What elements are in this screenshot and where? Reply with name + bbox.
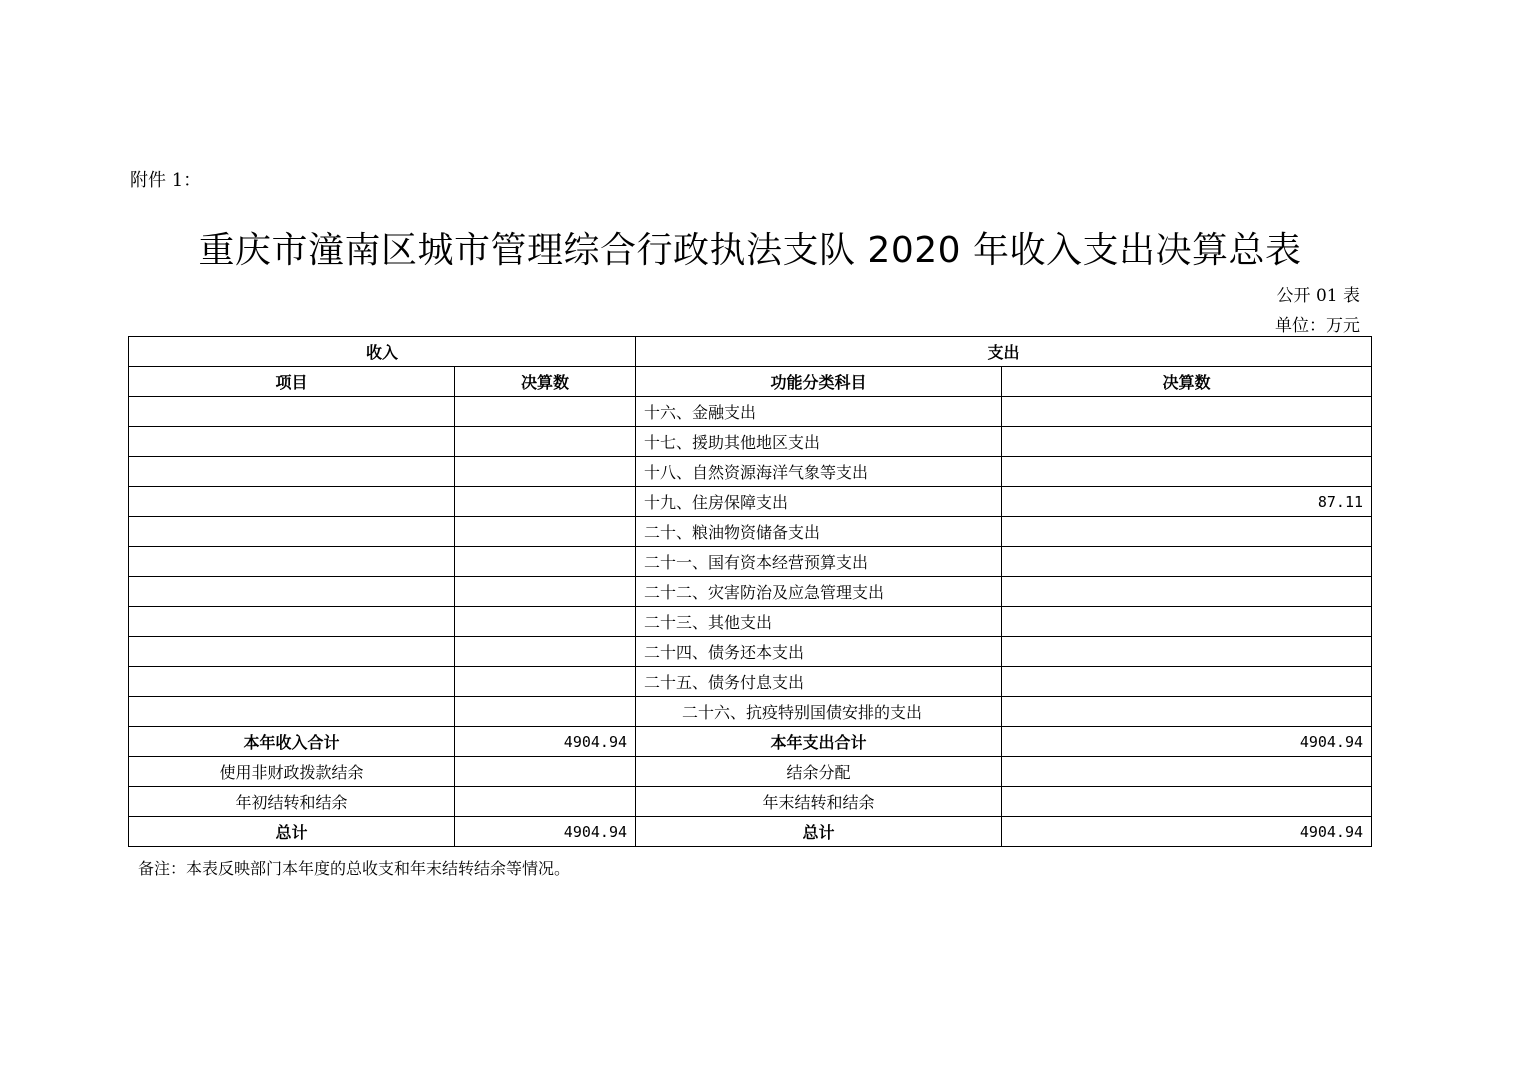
table-group-header bbox=[129, 337, 1372, 367]
table-row bbox=[129, 517, 1372, 547]
category-cell: 十六、金融支出 bbox=[636, 397, 1002, 427]
grand-expense-value: 4904.94 bbox=[1002, 817, 1372, 847]
table-row bbox=[129, 457, 1372, 487]
item-cell bbox=[129, 457, 455, 487]
expense-amount-cell bbox=[1002, 517, 1372, 547]
table-row bbox=[129, 427, 1372, 457]
category-cell: 二十六、抗疫特别国债安排的支出 bbox=[636, 697, 1002, 727]
attachment-label: 附件 1： bbox=[130, 170, 202, 191]
table-column-header bbox=[129, 367, 1372, 397]
nonfiscal-label: 使用非财政拨款结余 bbox=[129, 757, 455, 787]
expense-total-value: 4904.94 bbox=[1002, 727, 1372, 757]
category-cell: 二十一、国有资本经营预算支出 bbox=[636, 547, 1002, 577]
income-amount-cell bbox=[455, 607, 636, 637]
carryover-row bbox=[129, 787, 1372, 817]
item-cell bbox=[129, 547, 455, 577]
nonfiscal-value bbox=[455, 757, 636, 787]
income-amount-cell bbox=[455, 517, 636, 547]
grand-income-label: 总计 bbox=[129, 817, 455, 847]
budget-table bbox=[128, 336, 1372, 847]
category-cell: 二十四、债务还本支出 bbox=[636, 637, 1002, 667]
expense-amount-cell: 87.11 bbox=[1002, 487, 1372, 517]
income-amount-cell bbox=[455, 427, 636, 457]
item-cell bbox=[129, 487, 455, 517]
grand-expense-label: 总计 bbox=[636, 817, 1002, 847]
expense-group-header: 支出 bbox=[636, 337, 1372, 367]
table-row bbox=[129, 637, 1372, 667]
item-cell bbox=[129, 667, 455, 697]
category-cell: 二十三、其他支出 bbox=[636, 607, 1002, 637]
grand-income-value: 4904.94 bbox=[455, 817, 636, 847]
income-amount-cell bbox=[455, 457, 636, 487]
begin-carryover-value bbox=[455, 787, 636, 817]
item-cell bbox=[129, 697, 455, 727]
expense-amount-cell bbox=[1002, 667, 1372, 697]
category-cell: 十七、援助其他地区支出 bbox=[636, 427, 1002, 457]
annual-total-row bbox=[129, 727, 1372, 757]
income-amount-cell bbox=[455, 697, 636, 727]
item-cell bbox=[129, 427, 455, 457]
income-amount-cell bbox=[455, 487, 636, 517]
item-header: 项目 bbox=[129, 367, 455, 397]
expense-amount-cell bbox=[1002, 427, 1372, 457]
end-carryover-label: 年末结转和结余 bbox=[636, 787, 1002, 817]
expense-amount-cell bbox=[1002, 547, 1372, 577]
item-cell bbox=[129, 637, 455, 667]
income-group-header: 收入 bbox=[129, 337, 636, 367]
category-cell: 二十二、灾害防治及应急管理支出 bbox=[636, 577, 1002, 607]
end-carryover-value bbox=[1002, 787, 1372, 817]
expense-amount-cell bbox=[1002, 637, 1372, 667]
income-amount-cell bbox=[455, 637, 636, 667]
category-cell: 二十、粮油物资储备支出 bbox=[636, 517, 1002, 547]
item-cell bbox=[129, 607, 455, 637]
category-header: 功能分类科目 bbox=[636, 367, 1002, 397]
table-row bbox=[129, 487, 1372, 517]
income-amount-cell bbox=[455, 667, 636, 697]
expense-amount-cell bbox=[1002, 697, 1372, 727]
page-title: 重庆市潼南区城市管理综合行政执法支队 2020 年收入支出决算总表 bbox=[198, 230, 1302, 271]
table-row bbox=[129, 667, 1372, 697]
footnote: 备注：本表反映部门本年度的总收支和年末结转结余等情况。 bbox=[138, 859, 571, 878]
expense-amount-header: 决算数 bbox=[1002, 367, 1372, 397]
income-total-label: 本年收入合计 bbox=[129, 727, 455, 757]
expense-total-label: 本年支出合计 bbox=[636, 727, 1002, 757]
grand-total-row bbox=[129, 817, 1372, 847]
income-amount-cell bbox=[455, 547, 636, 577]
income-amount-cell bbox=[455, 397, 636, 427]
unit-label: 单位：万元 bbox=[1275, 316, 1360, 336]
income-amount-header: 决算数 bbox=[455, 367, 636, 397]
table-row bbox=[129, 577, 1372, 607]
expense-amount-cell bbox=[1002, 457, 1372, 487]
category-cell: 十八、自然资源海洋气象等支出 bbox=[636, 457, 1002, 487]
detail-rows bbox=[129, 397, 1372, 727]
distribution-value bbox=[1002, 757, 1372, 787]
income-amount-cell bbox=[455, 577, 636, 607]
item-cell bbox=[129, 577, 455, 607]
category-cell: 二十五、债务付息支出 bbox=[636, 667, 1002, 697]
category-cell: 十九、住房保障支出 bbox=[636, 487, 1002, 517]
nonfiscal-row bbox=[129, 757, 1372, 787]
expense-amount-cell bbox=[1002, 397, 1372, 427]
item-cell bbox=[129, 517, 455, 547]
table-row bbox=[129, 547, 1372, 577]
expense-amount-cell bbox=[1002, 577, 1372, 607]
table-row bbox=[129, 397, 1372, 427]
income-total-value: 4904.94 bbox=[455, 727, 636, 757]
distribution-label: 结余分配 bbox=[636, 757, 1002, 787]
begin-carryover-label: 年初结转和结余 bbox=[129, 787, 455, 817]
expense-amount-cell bbox=[1002, 607, 1372, 637]
table-code: 公开 01 表 bbox=[1276, 286, 1360, 306]
table-row bbox=[129, 607, 1372, 637]
item-cell bbox=[129, 397, 455, 427]
table-row bbox=[129, 697, 1372, 727]
